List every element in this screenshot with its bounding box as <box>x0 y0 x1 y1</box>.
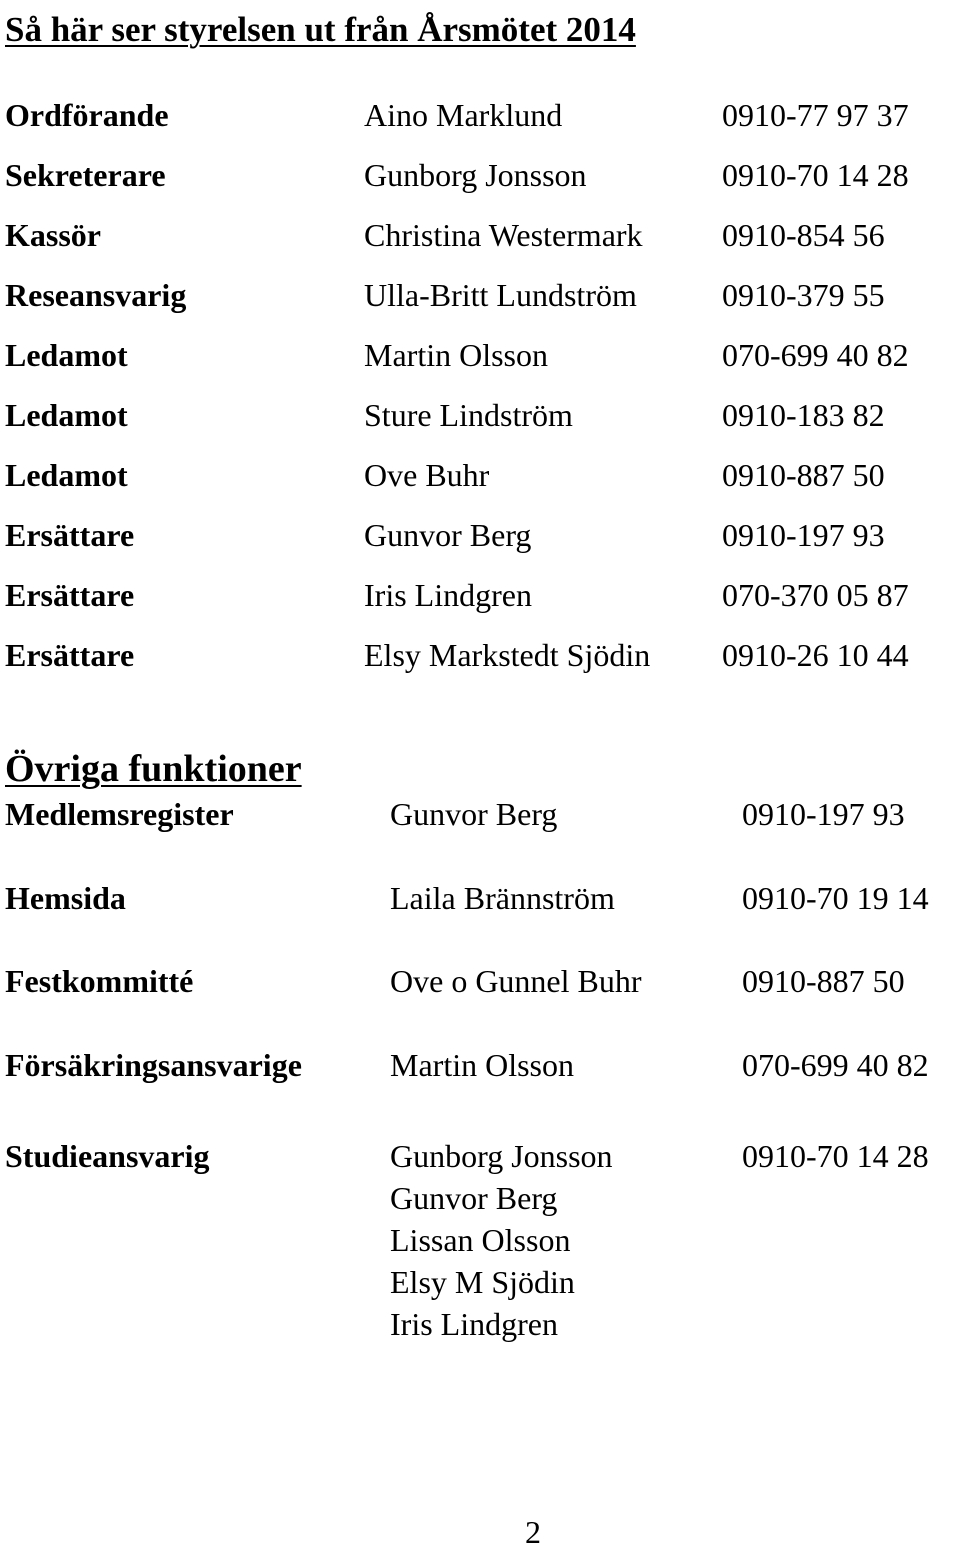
board-name: Gunborg Jonsson <box>364 157 587 193</box>
page-number: 2 <box>525 1514 541 1550</box>
board-phone: 0910-197 93 <box>722 517 885 553</box>
page-title: Så här ser styrelsen ut från Årsmötet 2014 <box>5 10 636 49</box>
board-role: Ersättare <box>5 637 135 673</box>
function-phone: 0910-70 19 14 <box>742 880 929 916</box>
board-row <box>0 515 960 555</box>
board-phone: 0910-77 97 37 <box>722 97 909 133</box>
board-name: Christina Westermark <box>364 217 643 253</box>
function-phone: 0910-887 50 <box>742 963 905 999</box>
board-row <box>0 575 960 615</box>
function-name: Ove o Gunnel Buhr <box>390 963 642 999</box>
board-role: Kassör <box>5 217 101 253</box>
function-name: Martin Olsson <box>390 1047 574 1083</box>
function-name: Iris Lindgren <box>390 1306 558 1342</box>
function-name: Laila Brännström <box>390 880 615 916</box>
board-row <box>0 155 960 195</box>
function-name: Elsy M Sjödin <box>390 1264 575 1300</box>
function-names <box>390 960 642 1002</box>
board-role: Ordförande <box>5 97 169 133</box>
function-role: Festkommitté <box>5 963 194 999</box>
board-row <box>0 635 960 675</box>
board-role: Sekreterare <box>5 157 166 193</box>
board-phone: 0910-183 82 <box>722 397 885 433</box>
board-phone: 0910-854 56 <box>722 217 885 253</box>
function-name: Lissan Olsson <box>390 1222 571 1258</box>
function-role: Försäkringsansvarige <box>5 1047 302 1083</box>
function-names <box>390 877 615 919</box>
board-phone: 0910-26 10 44 <box>722 637 909 673</box>
function-name: Gunvor Berg <box>390 796 558 832</box>
board-name: Gunvor Berg <box>364 517 532 553</box>
board-name: Ulla-Britt Lundström <box>364 277 637 313</box>
board-row <box>0 455 960 495</box>
function-names <box>390 793 557 835</box>
function-role: Studieansvarig <box>5 1138 210 1174</box>
board-name: Iris Lindgren <box>364 577 532 613</box>
function-names <box>390 1044 574 1086</box>
board-phone: 0910-379 55 <box>722 277 885 313</box>
board-role: Ersättare <box>5 517 135 553</box>
board-row <box>0 275 960 315</box>
board-name: Aino Marklund <box>364 97 563 133</box>
board-name: Elsy Markstedt Sjödin <box>364 637 651 673</box>
board-phone: 0910-887 50 <box>722 457 885 493</box>
function-name: Gunborg Jonsson <box>390 1138 613 1174</box>
board-row <box>0 395 960 435</box>
board-name: Ove Buhr <box>364 457 490 493</box>
board-role: Ledamot <box>5 337 128 373</box>
board-phone: 0910-70 14 28 <box>722 157 909 193</box>
function-name: Gunvor Berg <box>390 1180 558 1216</box>
board-role: Ersättare <box>5 577 135 613</box>
board-row <box>0 335 960 375</box>
board-phone: 070-699 40 82 <box>722 337 909 373</box>
board-role: Ledamot <box>5 397 128 433</box>
board-name: Martin Olsson <box>364 337 548 373</box>
function-names <box>390 1135 613 1345</box>
board-phone: 070-370 05 87 <box>722 577 909 613</box>
function-phone: 0910-197 93 <box>742 796 905 832</box>
board-row <box>0 95 960 135</box>
board-row <box>0 215 960 255</box>
function-role: Medlemsregister <box>5 796 234 832</box>
function-role: Hemsida <box>5 880 126 916</box>
function-phone: 0910-70 14 28 <box>742 1138 929 1174</box>
board-role: Ledamot <box>5 457 128 493</box>
function-phone: 070-699 40 82 <box>742 1047 929 1083</box>
board-role: Reseansvarig <box>5 277 187 313</box>
board-name: Sture Lindström <box>364 397 573 433</box>
section-heading-other-functions: Övriga funktioner <box>5 748 302 790</box>
